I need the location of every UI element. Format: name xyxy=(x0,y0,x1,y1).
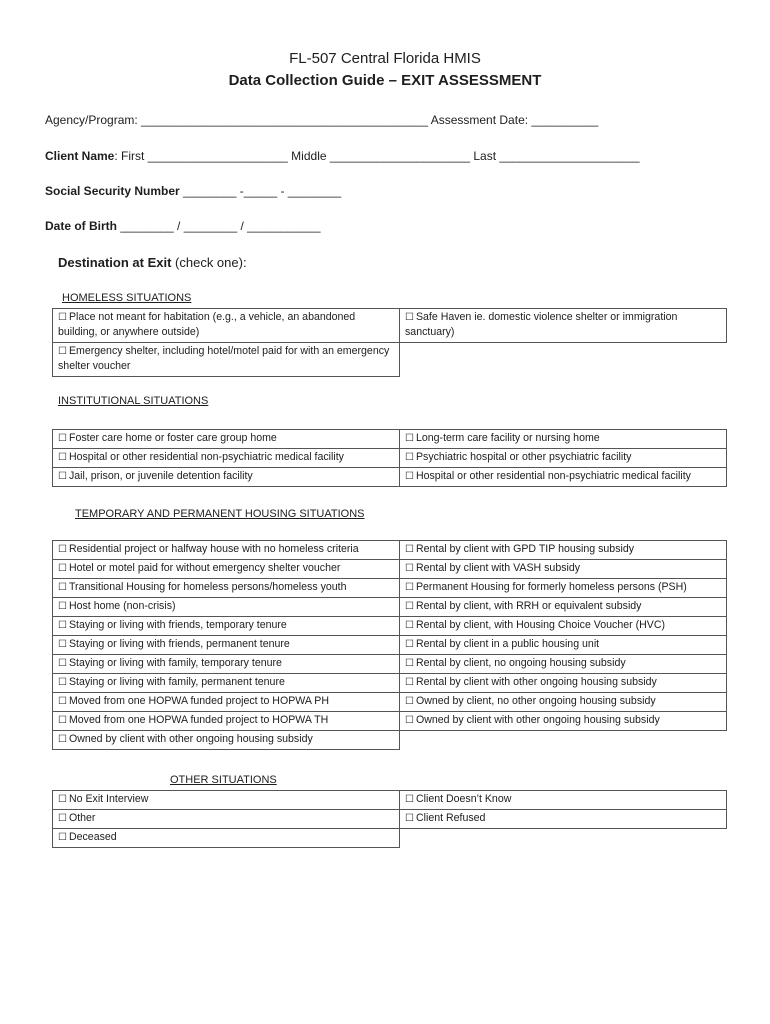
option-label: Other xyxy=(68,812,96,824)
checkbox-icon[interactable]: ☐ xyxy=(58,544,67,555)
destination-option[interactable] xyxy=(400,560,727,579)
checkbox-icon[interactable]: ☐ xyxy=(405,696,414,707)
checkbox-icon[interactable]: ☐ xyxy=(58,794,67,805)
table-row xyxy=(53,617,727,636)
checkbox-icon[interactable]: ☐ xyxy=(58,346,67,357)
destination-option[interactable] xyxy=(53,731,400,750)
checkbox-icon[interactable]: ☐ xyxy=(58,734,67,745)
checkbox-icon[interactable]: ☐ xyxy=(58,582,67,593)
option-label: Client Doesn’t Know xyxy=(415,793,512,805)
assessment-date-field[interactable]: __________ xyxy=(531,113,599,127)
destination-option[interactable] xyxy=(400,791,727,810)
table-row xyxy=(53,674,727,693)
destination-option[interactable] xyxy=(53,598,400,617)
option-label: Rental by client with VASH subsidy xyxy=(415,562,581,574)
destination-hint: (check one): xyxy=(171,255,247,270)
destination-option[interactable] xyxy=(53,655,400,674)
option-label: Emergency shelter, including hotel/motel paid for with an emergency shelter voucher xyxy=(58,345,390,372)
table-row xyxy=(53,343,727,377)
empty-cell xyxy=(400,343,727,377)
destination-option[interactable] xyxy=(400,430,727,449)
destination-option[interactable] xyxy=(53,829,400,848)
option-label: Host home (non-crisis) xyxy=(68,600,176,612)
destination-option[interactable] xyxy=(53,541,400,560)
option-label: Rental by client, with RRH or equivalent subsidy xyxy=(415,600,642,612)
option-label: Foster care home or foster care group home xyxy=(68,432,277,444)
checkbox-icon[interactable]: ☐ xyxy=(58,563,67,574)
checkbox-icon[interactable]: ☐ xyxy=(405,312,414,323)
destination-option[interactable] xyxy=(400,655,727,674)
table-row xyxy=(53,449,727,468)
checkbox-icon[interactable]: ☐ xyxy=(58,433,67,444)
option-label: Residential project or halfway house with no homeless criteria xyxy=(68,543,359,555)
checkbox-icon[interactable]: ☐ xyxy=(58,715,67,726)
checkbox-icon[interactable]: ☐ xyxy=(58,832,67,843)
option-label: Staying or living with family, temporary tenure xyxy=(68,657,282,669)
destination-option[interactable] xyxy=(53,579,400,598)
table-row xyxy=(53,309,727,343)
option-label: Moved from one HOPWA funded project to HOPWA TH xyxy=(68,714,329,726)
checkbox-icon[interactable]: ☐ xyxy=(58,639,67,650)
option-label: Place not meant for habitation (e.g., a vehicle, an abandoned building, or anywhere outside) xyxy=(58,311,356,338)
checkbox-icon[interactable]: ☐ xyxy=(405,658,414,669)
checkbox-icon[interactable]: ☐ xyxy=(58,696,67,707)
option-label: Jail, prison, or juvenile detention facility xyxy=(68,470,253,482)
checkbox-icon[interactable]: ☐ xyxy=(405,471,414,482)
homeless-section-title: HOMELESS SITUATIONS xyxy=(62,292,192,304)
option-label: Hotel or motel paid for without emergency shelter voucher xyxy=(68,562,341,574)
option-label: No Exit Interview xyxy=(68,793,149,805)
destination-option[interactable] xyxy=(53,560,400,579)
option-label: Client Refused xyxy=(415,812,486,824)
table-row xyxy=(53,430,727,449)
option-label: Hospital or other residential non-psychiatric medical facility xyxy=(415,470,691,482)
option-label: Moved from one HOPWA funded project to HOPWA PH xyxy=(68,695,330,707)
option-label: Rental by client with other ongoing housing subsidy xyxy=(415,676,657,688)
option-label: Permanent Housing for formerly homeless persons (PSH) xyxy=(415,581,687,593)
destination-option[interactable] xyxy=(400,579,727,598)
option-label: Owned by client, no other ongoing housing subsidy xyxy=(415,695,656,707)
destination-option[interactable] xyxy=(400,636,727,655)
destination-option[interactable] xyxy=(400,468,727,487)
checkbox-icon[interactable]: ☐ xyxy=(405,601,414,612)
dob-label: Date of Birth xyxy=(45,219,117,233)
destination-option[interactable] xyxy=(53,617,400,636)
checkbox-icon[interactable]: ☐ xyxy=(405,794,414,805)
agency-line xyxy=(45,113,598,127)
checkbox-icon[interactable]: ☐ xyxy=(58,601,67,612)
checkbox-icon[interactable]: ☐ xyxy=(405,582,414,593)
table-row xyxy=(53,598,727,617)
destination-option[interactable] xyxy=(400,674,727,693)
checkbox-icon[interactable]: ☐ xyxy=(58,620,67,631)
homeless-table xyxy=(52,308,727,377)
option-label: Long-term care facility or nursing home xyxy=(415,432,600,444)
table-row xyxy=(53,829,727,848)
destination-option[interactable] xyxy=(400,712,727,731)
last-name-label: Last xyxy=(470,149,500,163)
destination-option[interactable] xyxy=(53,309,400,343)
destination-option[interactable] xyxy=(400,449,727,468)
temporary-table xyxy=(52,540,727,750)
checkbox-icon[interactable]: ☐ xyxy=(405,813,414,824)
destination-option[interactable] xyxy=(400,598,727,617)
table-row xyxy=(53,468,727,487)
table-row xyxy=(53,791,727,810)
destination-option[interactable] xyxy=(400,617,727,636)
option-label: Staying or living with friends, temporary tenure xyxy=(68,619,287,631)
middle-name-label: Middle xyxy=(287,149,330,163)
destination-option[interactable] xyxy=(53,343,400,377)
table-row xyxy=(53,712,727,731)
destination-heading xyxy=(58,255,247,270)
checkbox-icon[interactable]: ☐ xyxy=(58,452,67,463)
option-label: Deceased xyxy=(68,831,117,843)
agency-label: Agency/Program: xyxy=(45,113,142,127)
table-row xyxy=(53,579,727,598)
checkbox-icon[interactable]: ☐ xyxy=(405,563,414,574)
agency-field[interactable]: ___________________________________________ xyxy=(141,113,429,127)
option-label: Hospital or other residential non-psychiatric medical facility xyxy=(68,451,344,463)
other-section-title: OTHER SITUATIONS xyxy=(170,774,277,786)
assessment-date-label: Assessment Date: xyxy=(428,113,532,127)
ssn-label: Social Security Number xyxy=(45,184,180,198)
checkbox-icon[interactable]: ☐ xyxy=(405,620,414,631)
option-label: Rental by client, with Housing Choice Voucher (HVC) xyxy=(415,619,666,631)
destination-option[interactable] xyxy=(53,449,400,468)
checkbox-icon[interactable]: ☐ xyxy=(58,312,67,323)
destination-option[interactable] xyxy=(400,309,727,343)
institutional-section-title: INSTITUTIONAL SITUATIONS xyxy=(58,395,209,407)
option-label: Owned by client with other ongoing housing subsidy xyxy=(68,733,313,745)
option-label: Staying or living with friends, permanent tenure xyxy=(68,638,290,650)
institutional-table xyxy=(52,429,727,487)
dob-field[interactable]: ________ / ________ / ___________ xyxy=(117,219,321,233)
checkbox-icon[interactable]: ☐ xyxy=(58,471,67,482)
option-label: Psychiatric hospital or other psychiatric facility xyxy=(415,451,632,463)
option-label: Rental by client in a public housing unit xyxy=(415,638,600,650)
destination-option[interactable] xyxy=(400,693,727,712)
table-row xyxy=(53,560,727,579)
destination-option[interactable] xyxy=(400,541,727,560)
checkbox-icon[interactable]: ☐ xyxy=(405,639,414,650)
destination-option[interactable] xyxy=(53,810,400,829)
middle-name-field[interactable]: _____________________ xyxy=(329,149,471,163)
table-row xyxy=(53,655,727,674)
first-name-label: : First xyxy=(114,149,148,163)
last-name-field[interactable]: _____________________ xyxy=(499,149,640,163)
option-label: Transitional Housing for homeless persons/homeless youth xyxy=(68,581,347,593)
checkbox-icon[interactable]: ☐ xyxy=(58,658,67,669)
dob-line xyxy=(45,219,321,233)
checkbox-icon[interactable]: ☐ xyxy=(405,677,414,688)
checkbox-icon[interactable]: ☐ xyxy=(58,813,67,824)
option-label: Rental by client, no ongoing housing subsidy xyxy=(415,657,626,669)
option-label: Safe Haven ie. domestic violence shelter or immigration sanctuary) xyxy=(405,311,678,338)
ssn-line xyxy=(45,184,341,198)
checkbox-icon[interactable]: ☐ xyxy=(405,544,414,555)
other-table xyxy=(52,790,727,848)
table-row xyxy=(53,731,727,750)
ssn-field[interactable]: ________ -_____ - ________ xyxy=(179,184,342,198)
empty-cell xyxy=(400,829,727,848)
first-name-field[interactable]: _____________________ xyxy=(147,149,288,163)
checkbox-icon[interactable]: ☐ xyxy=(58,677,67,688)
form-title: Data Collection Guide – EXIT ASSESSMENT xyxy=(228,72,542,89)
destination-option[interactable] xyxy=(53,468,400,487)
client-name-label: Client Name xyxy=(45,149,115,163)
destination-option[interactable] xyxy=(53,674,400,693)
table-row xyxy=(53,636,727,655)
destination-option[interactable] xyxy=(53,636,400,655)
checkbox-icon[interactable]: ☐ xyxy=(405,433,414,444)
table-row xyxy=(53,541,727,560)
option-label: Rental by client with GPD TIP housing subsidy xyxy=(415,543,635,555)
option-label: Owned by client with other ongoing housing subsidy xyxy=(415,714,660,726)
destination-option[interactable] xyxy=(53,712,400,731)
destination-option[interactable] xyxy=(53,693,400,712)
option-label: Staying or living with family, permanent tenure xyxy=(68,676,285,688)
checkbox-icon[interactable]: ☐ xyxy=(405,715,414,726)
table-row xyxy=(53,810,727,829)
destination-option[interactable] xyxy=(53,430,400,449)
empty-cell xyxy=(400,731,727,750)
destination-option[interactable] xyxy=(400,810,727,829)
form-code-title: FL-507 Central Florida HMIS xyxy=(289,50,481,67)
client-name-line xyxy=(45,149,640,163)
destination-label: Destination at Exit xyxy=(58,255,172,270)
table-row xyxy=(53,693,727,712)
checkbox-icon[interactable]: ☐ xyxy=(405,452,414,463)
temporary-section-title: TEMPORARY AND PERMANENT HOUSING SITUATIONS xyxy=(75,508,365,520)
destination-option[interactable] xyxy=(53,791,400,810)
